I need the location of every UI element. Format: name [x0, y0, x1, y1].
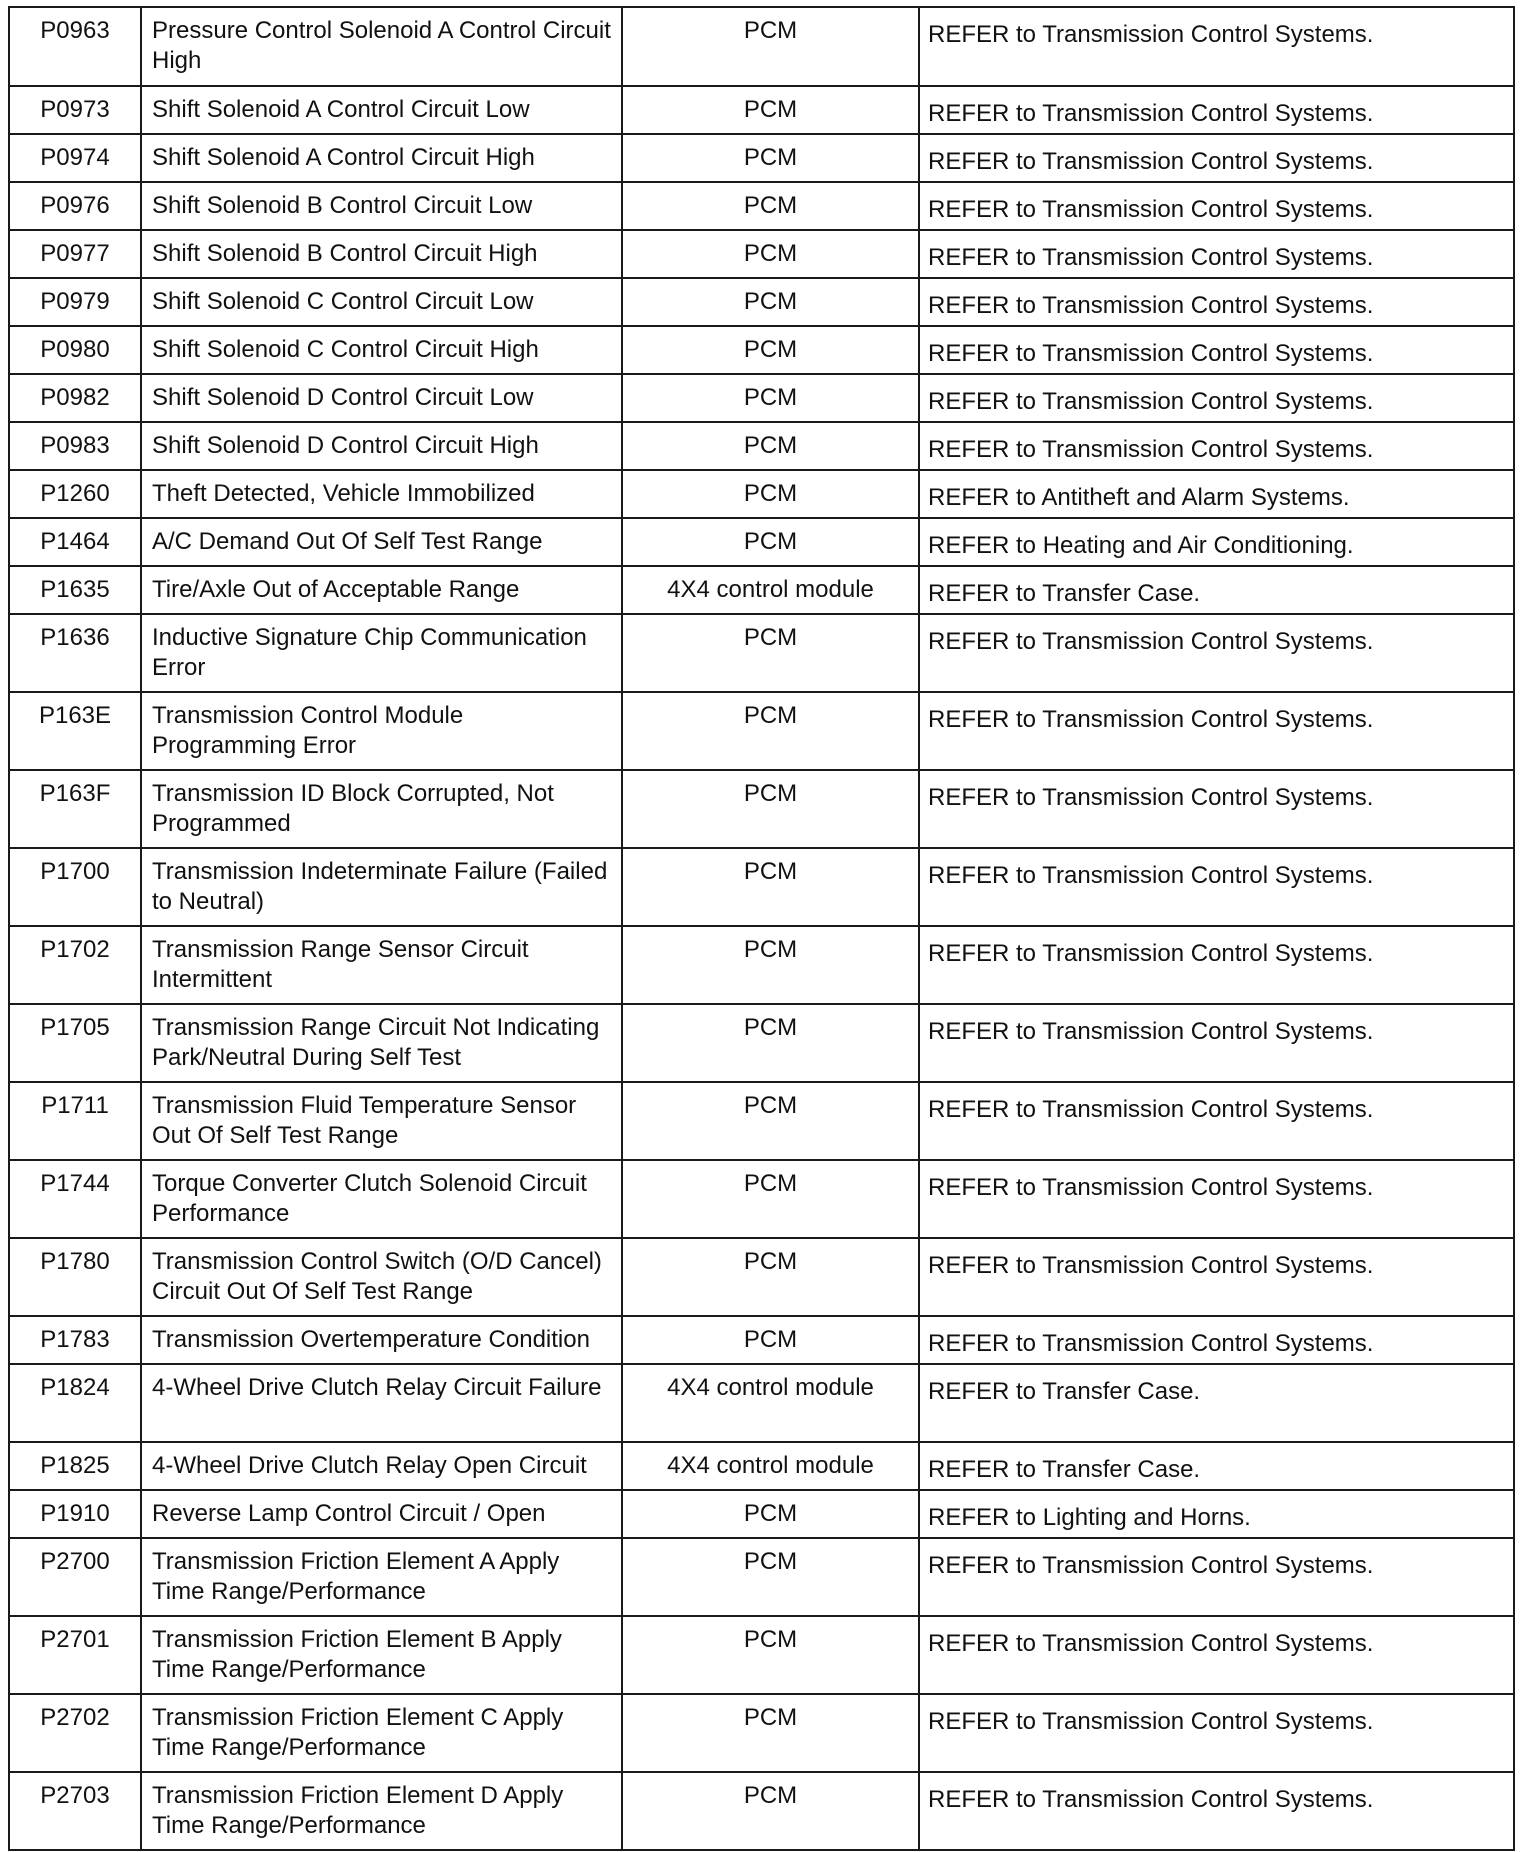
dtc-description-cell: Transmission Range Sensor Circuit Intermittent	[141, 926, 622, 1004]
dtc-action-cell: REFER to Transmission Control Systems.	[919, 230, 1514, 278]
table-row	[9, 614, 1514, 692]
dtc-module-cell: PCM	[622, 182, 919, 230]
table-row	[9, 86, 1514, 134]
dtc-module-cell: 4X4 control module	[622, 1442, 919, 1490]
dtc-code-cell: P1260	[9, 470, 141, 518]
dtc-code-cell: P2701	[9, 1616, 141, 1694]
dtc-code-cell: P2703	[9, 1772, 141, 1850]
dtc-description-cell: Theft Detected, Vehicle Immobilized	[141, 470, 622, 518]
dtc-code-cell: P0979	[9, 278, 141, 326]
dtc-action-cell: REFER to Transmission Control Systems.	[919, 1538, 1514, 1616]
table-row	[9, 470, 1514, 518]
dtc-action-cell: REFER to Transmission Control Systems.	[919, 692, 1514, 770]
dtc-action-cell: REFER to Transmission Control Systems.	[919, 7, 1514, 86]
table-row	[9, 278, 1514, 326]
dtc-module-cell: PCM	[622, 470, 919, 518]
dtc-module-cell: PCM	[622, 422, 919, 470]
table-row	[9, 848, 1514, 926]
dtc-action-cell: REFER to Transmission Control Systems.	[919, 1238, 1514, 1316]
dtc-module-cell: PCM	[622, 1316, 919, 1364]
dtc-code-cell: P1744	[9, 1160, 141, 1238]
dtc-action-cell: REFER to Heating and Air Conditioning.	[919, 518, 1514, 566]
dtc-module-cell: 4X4 control module	[622, 1364, 919, 1442]
table-row	[9, 1004, 1514, 1082]
dtc-description-cell: Shift Solenoid D Control Circuit High	[141, 422, 622, 470]
dtc-description-cell: Shift Solenoid C Control Circuit High	[141, 326, 622, 374]
dtc-module-cell: PCM	[622, 86, 919, 134]
table-row	[9, 1082, 1514, 1160]
dtc-module-cell: PCM	[622, 1004, 919, 1082]
table-row	[9, 182, 1514, 230]
table-row	[9, 518, 1514, 566]
dtc-action-cell: REFER to Transmission Control Systems.	[919, 926, 1514, 1004]
dtc-code-cell: P163E	[9, 692, 141, 770]
dtc-description-cell: Inductive Signature Chip Communication Error	[141, 614, 622, 692]
dtc-action-cell: REFER to Transmission Control Systems.	[919, 1316, 1514, 1364]
table-row	[9, 926, 1514, 1004]
dtc-code-cell: P0977	[9, 230, 141, 278]
dtc-code-cell: P0980	[9, 326, 141, 374]
dtc-module-cell: PCM	[622, 374, 919, 422]
dtc-description-cell: Transmission Fluid Temperature Sensor Out Of Self Test Range	[141, 1082, 622, 1160]
dtc-action-cell: REFER to Transmission Control Systems.	[919, 326, 1514, 374]
table-row	[9, 1772, 1514, 1850]
dtc-description-cell: Transmission Friction Element A Apply Time Range/Performance	[141, 1538, 622, 1616]
table-row	[9, 1538, 1514, 1616]
table-row	[9, 422, 1514, 470]
dtc-module-cell: 4X4 control module	[622, 566, 919, 614]
dtc-code-cell: P1705	[9, 1004, 141, 1082]
dtc-action-cell: REFER to Transmission Control Systems.	[919, 278, 1514, 326]
dtc-code-cell: P1464	[9, 518, 141, 566]
dtc-action-cell: REFER to Transfer Case.	[919, 1442, 1514, 1490]
table-row	[9, 1238, 1514, 1316]
dtc-description-cell: 4-Wheel Drive Clutch Relay Open Circuit	[141, 1442, 622, 1490]
dtc-description-cell: Transmission Control Switch (O/D Cancel) Circuit Out Of Self Test Range	[141, 1238, 622, 1316]
dtc-description-cell: Transmission Friction Element C Apply Time Range/Performance	[141, 1694, 622, 1772]
dtc-action-cell: REFER to Transmission Control Systems.	[919, 1004, 1514, 1082]
dtc-table-body	[9, 7, 1514, 1850]
dtc-action-cell: REFER to Transmission Control Systems.	[919, 848, 1514, 926]
dtc-code-cell: P1824	[9, 1364, 141, 1442]
dtc-description-cell: Transmission ID Block Corrupted, Not Programmed	[141, 770, 622, 848]
dtc-action-cell: REFER to Transmission Control Systems.	[919, 422, 1514, 470]
dtc-module-cell: PCM	[622, 326, 919, 374]
dtc-module-cell: PCM	[622, 134, 919, 182]
dtc-description-cell: Transmission Range Circuit Not Indicating Park/Neutral During Self Test	[141, 1004, 622, 1082]
dtc-module-cell: PCM	[622, 848, 919, 926]
dtc-code-cell: P1910	[9, 1490, 141, 1538]
dtc-module-cell: PCM	[622, 1694, 919, 1772]
dtc-code-cell: P1702	[9, 926, 141, 1004]
dtc-action-cell: REFER to Transmission Control Systems.	[919, 1772, 1514, 1850]
dtc-module-cell: PCM	[622, 1772, 919, 1850]
table-row	[9, 692, 1514, 770]
table-row	[9, 326, 1514, 374]
dtc-action-cell: REFER to Antitheft and Alarm Systems.	[919, 470, 1514, 518]
table-row	[9, 134, 1514, 182]
dtc-description-cell: Transmission Friction Element B Apply Time Range/Performance	[141, 1616, 622, 1694]
dtc-description-cell: Shift Solenoid A Control Circuit High	[141, 134, 622, 182]
dtc-action-cell: REFER to Transmission Control Systems.	[919, 1160, 1514, 1238]
dtc-action-cell: REFER to Transmission Control Systems.	[919, 770, 1514, 848]
dtc-action-cell: REFER to Transmission Control Systems.	[919, 374, 1514, 422]
dtc-module-cell: PCM	[622, 518, 919, 566]
table-row	[9, 230, 1514, 278]
dtc-description-cell: A/C Demand Out Of Self Test Range	[141, 518, 622, 566]
table-row	[9, 1160, 1514, 1238]
dtc-action-cell: REFER to Transfer Case.	[919, 1364, 1514, 1442]
table-row	[9, 1316, 1514, 1364]
dtc-module-cell: PCM	[622, 278, 919, 326]
dtc-module-cell: PCM	[622, 1160, 919, 1238]
dtc-action-cell: REFER to Transmission Control Systems.	[919, 614, 1514, 692]
table-row	[9, 1364, 1514, 1442]
dtc-action-cell: REFER to Transfer Case.	[919, 566, 1514, 614]
dtc-code-cell: P0974	[9, 134, 141, 182]
dtc-description-cell: Tire/Axle Out of Acceptable Range	[141, 566, 622, 614]
dtc-module-cell: PCM	[622, 1538, 919, 1616]
table-row	[9, 1616, 1514, 1694]
dtc-description-cell: Shift Solenoid C Control Circuit Low	[141, 278, 622, 326]
dtc-code-cell: P0983	[9, 422, 141, 470]
dtc-description-cell: Transmission Control Module Programming Error	[141, 692, 622, 770]
dtc-description-cell: Torque Converter Clutch Solenoid Circuit Performance	[141, 1160, 622, 1238]
dtc-module-cell: PCM	[622, 1616, 919, 1694]
dtc-code-cell: P2700	[9, 1538, 141, 1616]
dtc-code-cell: P0963	[9, 7, 141, 86]
dtc-description-cell: Transmission Friction Element D Apply Time Range/Performance	[141, 1772, 622, 1850]
dtc-code-cell: P163F	[9, 770, 141, 848]
table-row	[9, 770, 1514, 848]
dtc-code-cell: P1783	[9, 1316, 141, 1364]
dtc-module-cell: PCM	[622, 1490, 919, 1538]
dtc-module-cell: PCM	[622, 1238, 919, 1316]
dtc-action-cell: REFER to Transmission Control Systems.	[919, 134, 1514, 182]
dtc-code-cell: P0976	[9, 182, 141, 230]
table-row	[9, 566, 1514, 614]
dtc-description-cell: Shift Solenoid B Control Circuit High	[141, 230, 622, 278]
dtc-action-cell: REFER to Transmission Control Systems.	[919, 1616, 1514, 1694]
dtc-description-cell: Transmission Overtemperature Condition	[141, 1316, 622, 1364]
dtc-code-cell: P1780	[9, 1238, 141, 1316]
dtc-code-cell: P1825	[9, 1442, 141, 1490]
dtc-module-cell: PCM	[622, 7, 919, 86]
dtc-table	[8, 6, 1515, 1851]
dtc-action-cell: REFER to Lighting and Horns.	[919, 1490, 1514, 1538]
dtc-code-cell: P1635	[9, 566, 141, 614]
dtc-action-cell: REFER to Transmission Control Systems.	[919, 86, 1514, 134]
dtc-action-cell: REFER to Transmission Control Systems.	[919, 182, 1514, 230]
table-row	[9, 374, 1514, 422]
dtc-description-cell: Shift Solenoid B Control Circuit Low	[141, 182, 622, 230]
table-row	[9, 1490, 1514, 1538]
dtc-code-cell: P0982	[9, 374, 141, 422]
table-row	[9, 7, 1514, 86]
dtc-module-cell: PCM	[622, 1082, 919, 1160]
table-row	[9, 1694, 1514, 1772]
dtc-module-cell: PCM	[622, 614, 919, 692]
dtc-description-cell: 4-Wheel Drive Clutch Relay Circuit Failure	[141, 1364, 622, 1442]
dtc-action-cell: REFER to Transmission Control Systems.	[919, 1082, 1514, 1160]
dtc-description-cell: Shift Solenoid A Control Circuit Low	[141, 86, 622, 134]
dtc-module-cell: PCM	[622, 926, 919, 1004]
table-row	[9, 1442, 1514, 1490]
dtc-module-cell: PCM	[622, 770, 919, 848]
dtc-module-cell: PCM	[622, 692, 919, 770]
dtc-code-cell: P0973	[9, 86, 141, 134]
dtc-description-cell: Shift Solenoid D Control Circuit Low	[141, 374, 622, 422]
dtc-description-cell: Transmission Indeterminate Failure (Failed to Neutral)	[141, 848, 622, 926]
dtc-action-cell: REFER to Transmission Control Systems.	[919, 1694, 1514, 1772]
dtc-module-cell: PCM	[622, 230, 919, 278]
dtc-code-cell: P1711	[9, 1082, 141, 1160]
dtc-code-cell: P1636	[9, 614, 141, 692]
dtc-description-cell: Pressure Control Solenoid A Control Circuit High	[141, 7, 622, 86]
dtc-code-cell: P2702	[9, 1694, 141, 1772]
dtc-code-cell: P1700	[9, 848, 141, 926]
dtc-description-cell: Reverse Lamp Control Circuit / Open	[141, 1490, 622, 1538]
